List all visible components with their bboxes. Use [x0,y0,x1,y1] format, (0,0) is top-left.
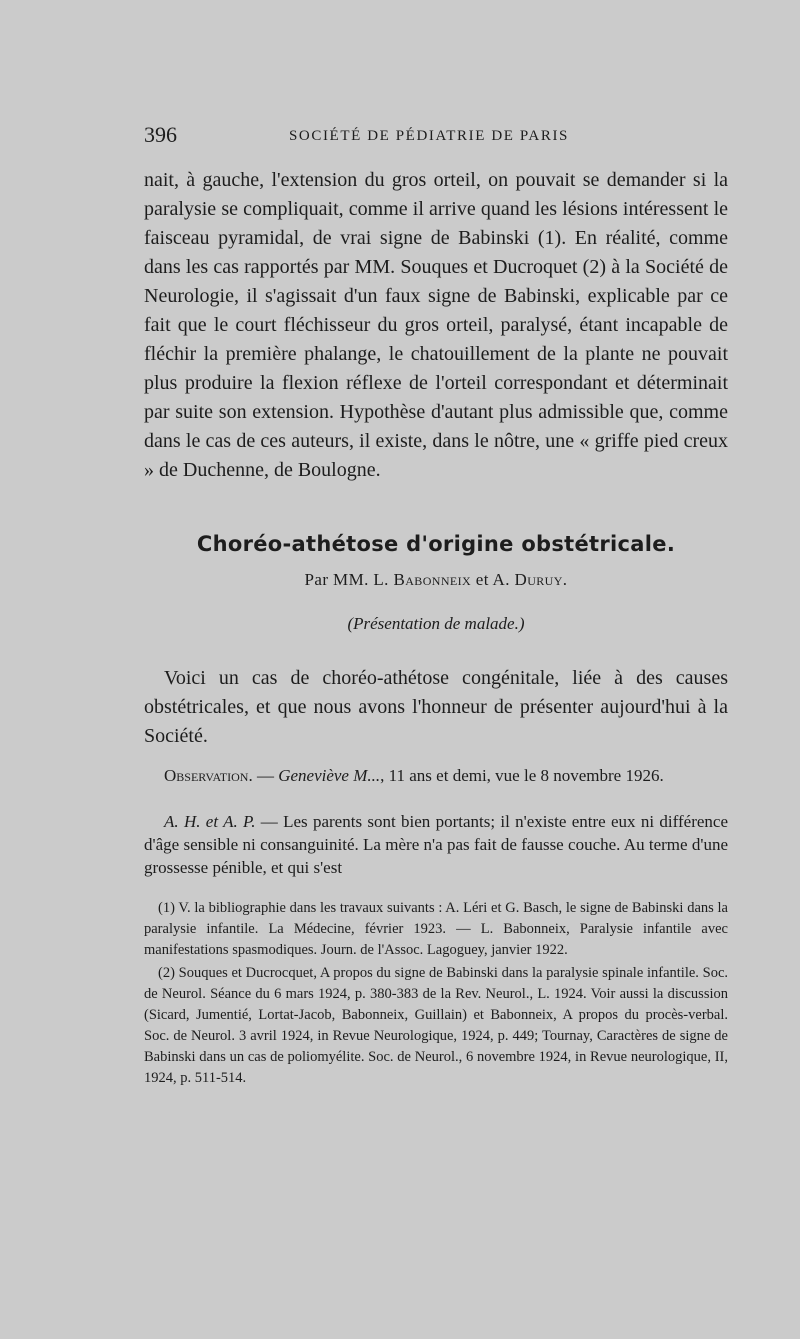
footnote-2-number: (2) [158,965,175,981]
presentation-note: (Présentation de malade.) [347,614,525,633]
footnote-2-text: Souques et Ducrocquet, A propos du signe de Babinski dans la paralysie spinale infantile. Soc. de Neurol. Séance du 6 mars 1924, p. 380-383 de la Rev. Neurol., L. 1924. Voir aussi la discussion (Sicard, Jumentié, Lortat-Jacob, Babonneix, Guillain) et Babonneix, A propos du procès-verbal. Soc. de Neurol. 3 avril 1924, in Revue Neurologique, 1924, p. 449; Tournay, Caractères de signe de Babinski dans un cas de poliomyélite. Soc. de Neurol., 6 novembre 1924, in Revue neurologique, II, 1924, p. 511-514. [144,965,728,1086]
authors-line [144,570,728,590]
patient-name: Geneviève M... [278,766,381,785]
observation-details: , 11 ans et demi, vue le 8 novembre 1926. [380,766,664,785]
body-paragraph: nait, à gauche, l'extension du gros orteil, on pouvait se demander si la paralysie se compliquait, comme il arrive quand les lésions intéressent le faisceau pyramidal, de vrai signe de Babinski (1). En réalité, comme dans les cas rapportés par MM. Souques et Ducroquet (2) à la Société de Neurologie, il s'agissait d'un faux signe de Babinski, explicable par ce fait que le court fléchisseur du gros orteil, paralysé, étant incapable de fléchir la première phalange, le chatouillement de la plante ne pouvait plus produire la flexion réflexe de l'orteil correspondant et déterminait par suite son extension. Hypothèse d'autant plus admissible que, comme dans le cas de ces auteurs, il existe, dans le nôtre, une « griffe pied creux » de Duchenne, de Boulogne. [144,169,728,481]
antecedents-paragraph [144,810,728,879]
authors-prefix: Par MM. L. [304,570,389,589]
section-title: Choréo-athétose d'origine obstétricale. [196,532,676,556]
footnote-2 [144,963,728,1089]
footnote-1-text: V. la bibliographie dans les travaux suivants : A. Léri et G. Basch, le signe de Babinski dans la paralysie infantile. La Médecine, février 1923. — L. Babonneix, Paralysie infantile avec manifestations spasmodiques. Journ. de l'Assoc. Lagoguey, janvier 1922. [144,900,728,958]
antecedents-text: — Les parents sont bien portants; il n'existe entre eux ni différence d'âge sensible ni consanguinité. La mère n'a pas fait de fausse couche. Au terme d'une grossesse pénible, et qui s'est [144,812,728,877]
observation-dash: — [252,766,279,785]
page-number: 396 [144,122,177,147]
authors-mid: et A. [475,570,510,589]
authors-suffix: . [562,570,568,589]
author-babonneix: Babonneix [393,570,472,589]
page-header [144,122,714,152]
footnotes [144,898,728,1091]
running-title: SOCIÉTÉ DE PÉDIATRIE DE PARIS [288,128,570,144]
observation-label: Observation. [164,766,253,785]
footnote-1-number: (1) [158,900,175,916]
intro-text: Voici un cas de choréo-athétose congénitale, liée à des causes obstétricales, et que nous avons l'honneur de présenter aujourd'hui à la Société. [144,667,728,747]
footnote-1 [144,898,728,961]
antecedents-label: A. H. et A. P. [164,812,256,831]
author-duruy: Duruy [514,570,563,589]
intro-paragraph [144,664,728,751]
observation-paragraph [144,764,728,787]
